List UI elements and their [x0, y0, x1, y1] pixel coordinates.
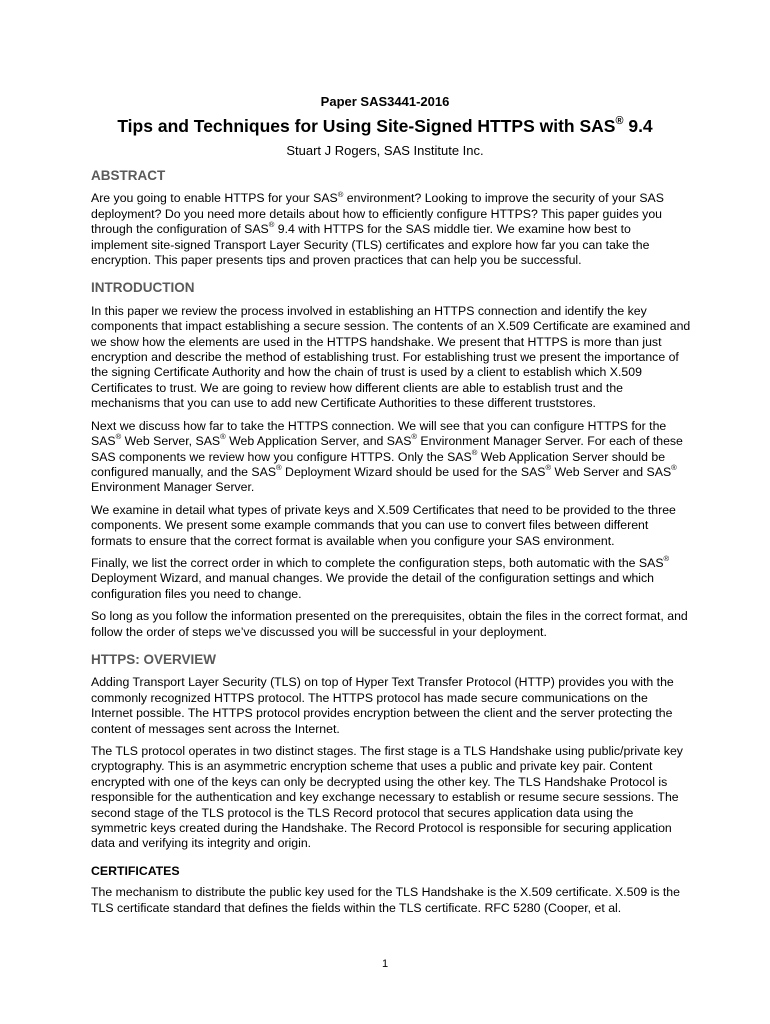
introduction-paragraph-4: Finally, we list the correct order in which to complete the configuration steps, both automatic with the SAS® Deployment Wizard, and manual changes. We provide the detail of the configuration settings and which configuration files you need to change.: [91, 554, 670, 601]
title-registered-mark: ®: [615, 115, 624, 128]
https-overview-paragraph-1: Adding Transport Layer Security (TLS) on top of Hyper Text Transfer Protocol (HTTP) provides you with the commonly recognized HTTPS protocol. The HTTPS protocol has made secure communications on the Internet possible. The HTTPS protocol provides encryption between the client and the server protecting the content of messages sent across the Internet.: [91, 675, 674, 736]
author-line: Stuart J Rogers, SAS Institute Inc.: [286, 143, 484, 158]
title-version: 9.4: [623, 116, 653, 136]
introduction-section: [91, 280, 691, 640]
https-overview-section: [91, 652, 691, 852]
introduction-heading: INTRODUCTION: [91, 280, 195, 296]
https-overview-paragraph-2: The TLS protocol operates in two distinct stages. The first stage is a TLS Handshake using public/private key cryptography. This is an asymmetric encryption scheme that uses a public and private key pair. Content encrypted with one of the keys can only be decrypted using the other key. The TLS Handshake Protocol is responsible for the authentication and key exchange necessary to establish or resume secure sessions. The second stage of the TLS protocol is the TLS Record protocol that secures application data using the symmetric keys created during the Handshake. The Record Protocol is responsible for securing application data and verifying its integrity and origin.: [91, 744, 683, 851]
introduction-paragraph-1: In this paper we review the process involved in establishing an HTTPS connection and identify the key components that impact establishing a secure session. The contents of an X.509 Certificate are examined and we show how the elements are used in the HTTPS handshake. We present that HTTPS is more than just encryption and describe the method of establishing trust. For establishing trust we present the importance of the signing Certificate Authority and how the chain of trust is used by a client to establish which X.509 Certificates to trust. We are going to review how different clients are able to establish trust and the mechanisms that you can use to add new Certificate Authorities to these different truststores.: [91, 303, 691, 411]
introduction-paragraph-2: Next we discuss how far to take the HTTPS connection. We will see that you can configure HTTPS for the SAS® Web Server, SAS® Web Application Server, and SAS® Environment Manager Server. For each of these SAS components we review how you configure HTTPS. Only the SAS® Web Application Server should be configured manually, and the SAS® Deployment Wizard should be used for the SAS® Web Server and SAS® Environment Manager Server.: [91, 418, 683, 495]
https-overview-heading: HTTPS: OVERVIEW: [91, 651, 217, 667]
certificates-paragraph-1: The mechanism to distribute the public key used for the TLS Handshake is the X.509 certificate. X.509 is the TLS certificate standard that defines the fields within the TLS certificate. RFC 5280 (Cooper, et al.: [91, 885, 680, 915]
certificates-section: [91, 864, 691, 916]
paper-body: [91, 168, 691, 928]
introduction-paragraph-3: We examine in detail what types of private keys and X.509 Certificates that need to be provided to the three components. We present some example commands that you can use to convert files between different formats to ensure that the correct format is available when you configure your SAS environment.: [91, 502, 676, 548]
abstract-section: [91, 168, 691, 268]
certificates-heading: CERTIFICATES: [91, 863, 180, 878]
paper-id: Paper SAS3441-2016: [320, 94, 450, 109]
abstract-heading: ABSTRACT: [91, 168, 166, 183]
title-main: Tips and Techniques for Using Site-Signed HTTPS with SAS: [117, 116, 616, 136]
paper-title: [0, 116, 770, 137]
abstract-paragraph: Are you going to enable HTTPS for your SAS® environment? Looking to improve the security of your SAS deployment? Do you need more details about how to efficiently configure HTTPS? This paper guides you through the configuration of SAS® 9.4 with HTTPS for the SAS middle tier. We examine how best to implement site-signed Transport Layer Security (TLS) certificates and explore how far you can take the encryption. This paper presents tips and proven practices that can help you be successful.: [91, 189, 664, 268]
introduction-paragraph-5: So long as you follow the information presented on the prerequisites, obtain the files in the correct format, and follow the order of steps we’ve discussed you will be successful in your deployment.: [91, 609, 688, 639]
page-number: 1: [381, 958, 389, 970]
